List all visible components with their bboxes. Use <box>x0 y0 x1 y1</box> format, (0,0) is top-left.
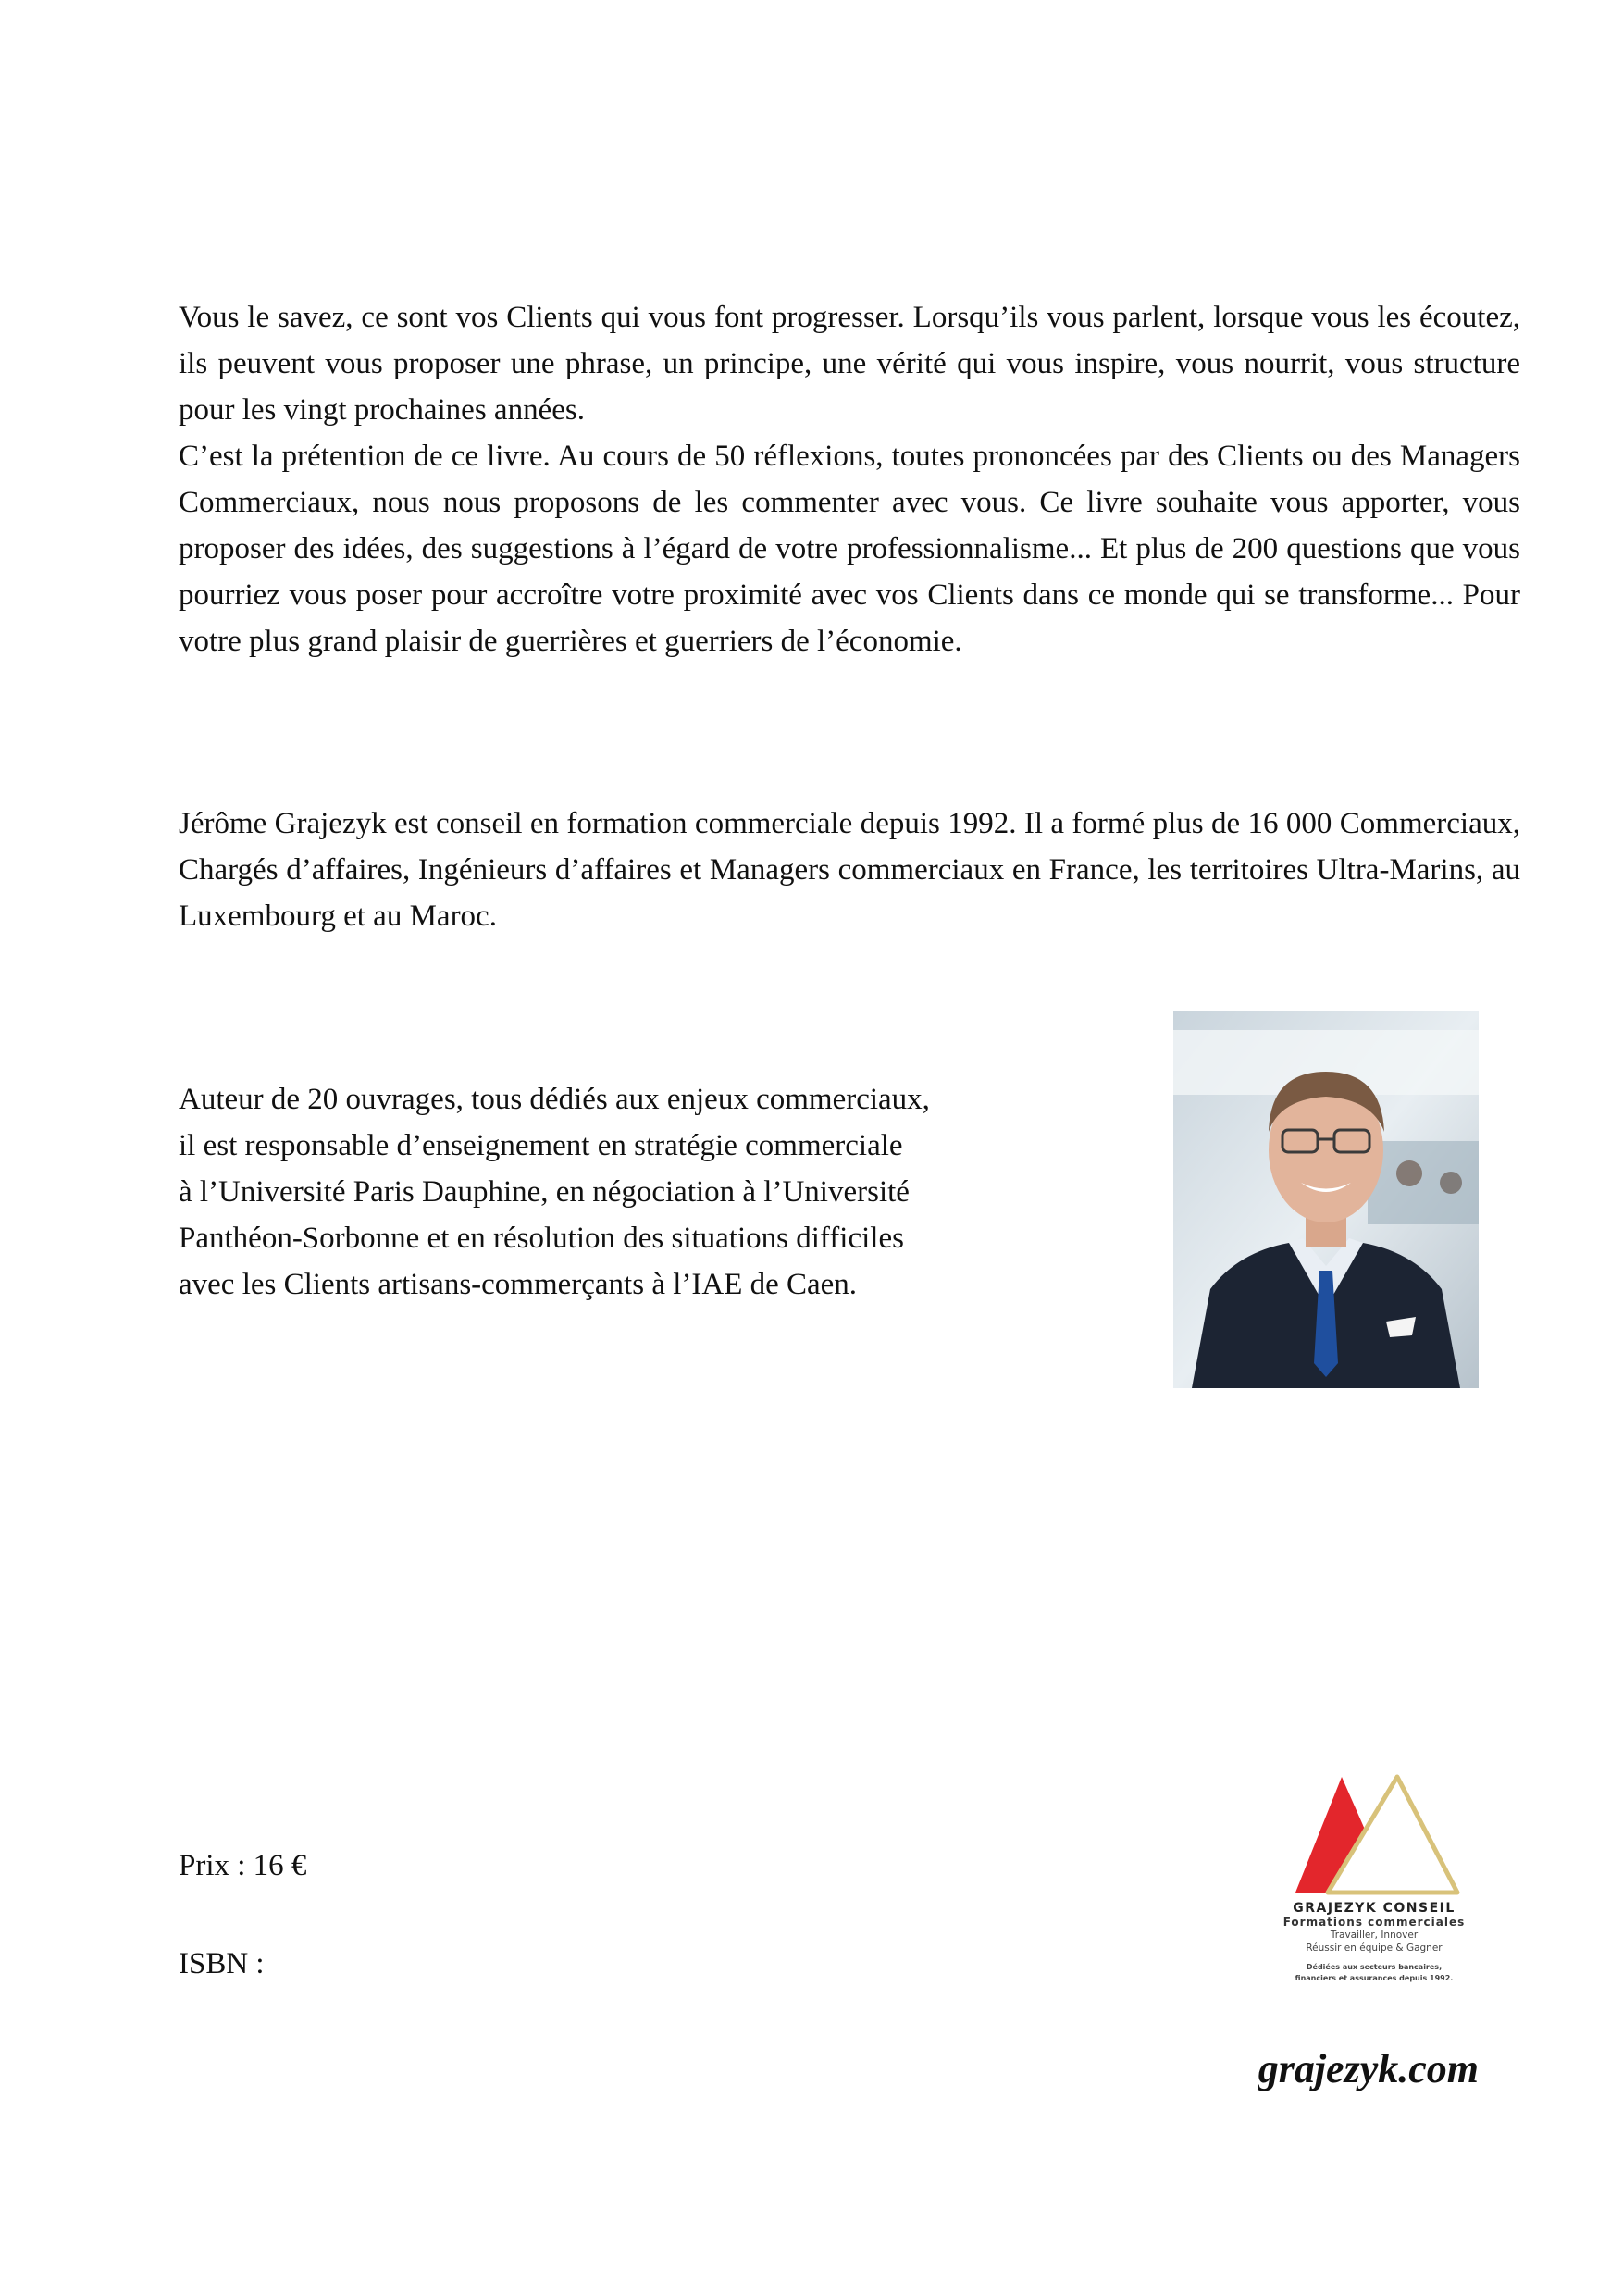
intro-paragraph-2: C’est la prétention de ce livre. Au cours de 50 réflexions, toutes prononcées par des Clients ou des Managers Commerciaux, nous nous proposons de les commenter avec vous. Ce livre souhaite vous apporter, vous proposer des idées, des suggestions à l’égard de votre professionnalisme... Et plus de 200 questions que vous pourriez vous poser pour accroître votre proximité avec vos Clients dans ce monde qui se transforme... Pour votre plus grand plaisir de guerrières et guerriers de l’économie. <box>179 440 1520 658</box>
isbn: ISBN : <box>179 1947 265 1980</box>
career-line: Auteur de 20 ouvrages, tous dédiés aux enjeux commerciaux, <box>179 1083 930 1116</box>
career-line: Panthéon-Sorbonne et en résolution des situations difficiles <box>179 1222 904 1255</box>
author-career <box>179 1076 1011 1308</box>
author-bio <box>179 800 1520 939</box>
author-portrait-icon <box>1173 1011 1479 1388</box>
logo-tagline: Réussir en équipe & Gagner <box>1306 1942 1443 1954</box>
price: Prix : 16 € <box>179 1849 307 1882</box>
intro-text <box>179 294 1520 664</box>
logo-name: GRAJEZYK CONSEIL <box>1293 1901 1456 1916</box>
author-photo <box>1173 1011 1479 1388</box>
career-line: avec les Clients artisans-commerçants à l’IAE de Caen. <box>179 1268 858 1301</box>
company-logo <box>1263 1772 1485 2004</box>
career-line: à l’Université Paris Dauphine, en négociation à l’Université <box>179 1175 910 1209</box>
logo-tagline: Travailler, Innover <box>1330 1930 1419 1941</box>
intro-paragraph-1: Vous le savez, ce sont vos Clients qui vous font progresser. Lorsqu’ils vous parlent, lorsque vous les écoutez, ils peuvent vous proposer une phrase, un principe, une vérité qui vous inspire, vous nourrit, vous structure pour les vingt prochaines années. <box>179 301 1520 427</box>
logo-subtitle: Formations commerciales <box>1282 1916 1466 1929</box>
logo-note: financiers et assurances depuis 1992. <box>1295 1974 1454 1982</box>
triangle-logo-icon <box>1286 1772 1462 1897</box>
author-bio-paragraph: Jérôme Grajezyk est conseil en formation commerciale depuis 1992. Il a formé plus de 16 000 Commerciaux, Chargés d’affaires, Ingénieurs d’affaires et Managers commerciaux en France, les territoires Ultra-Marins, au Luxembourg et au Maroc. <box>179 807 1520 933</box>
website-url: grajezyk.com <box>1258 2046 1479 2091</box>
logo-note: Dédiées aux secteurs bancaires, <box>1306 1963 1443 1971</box>
career-line: il est responsable d’enseignement en stratégie commerciale <box>179 1129 903 1162</box>
